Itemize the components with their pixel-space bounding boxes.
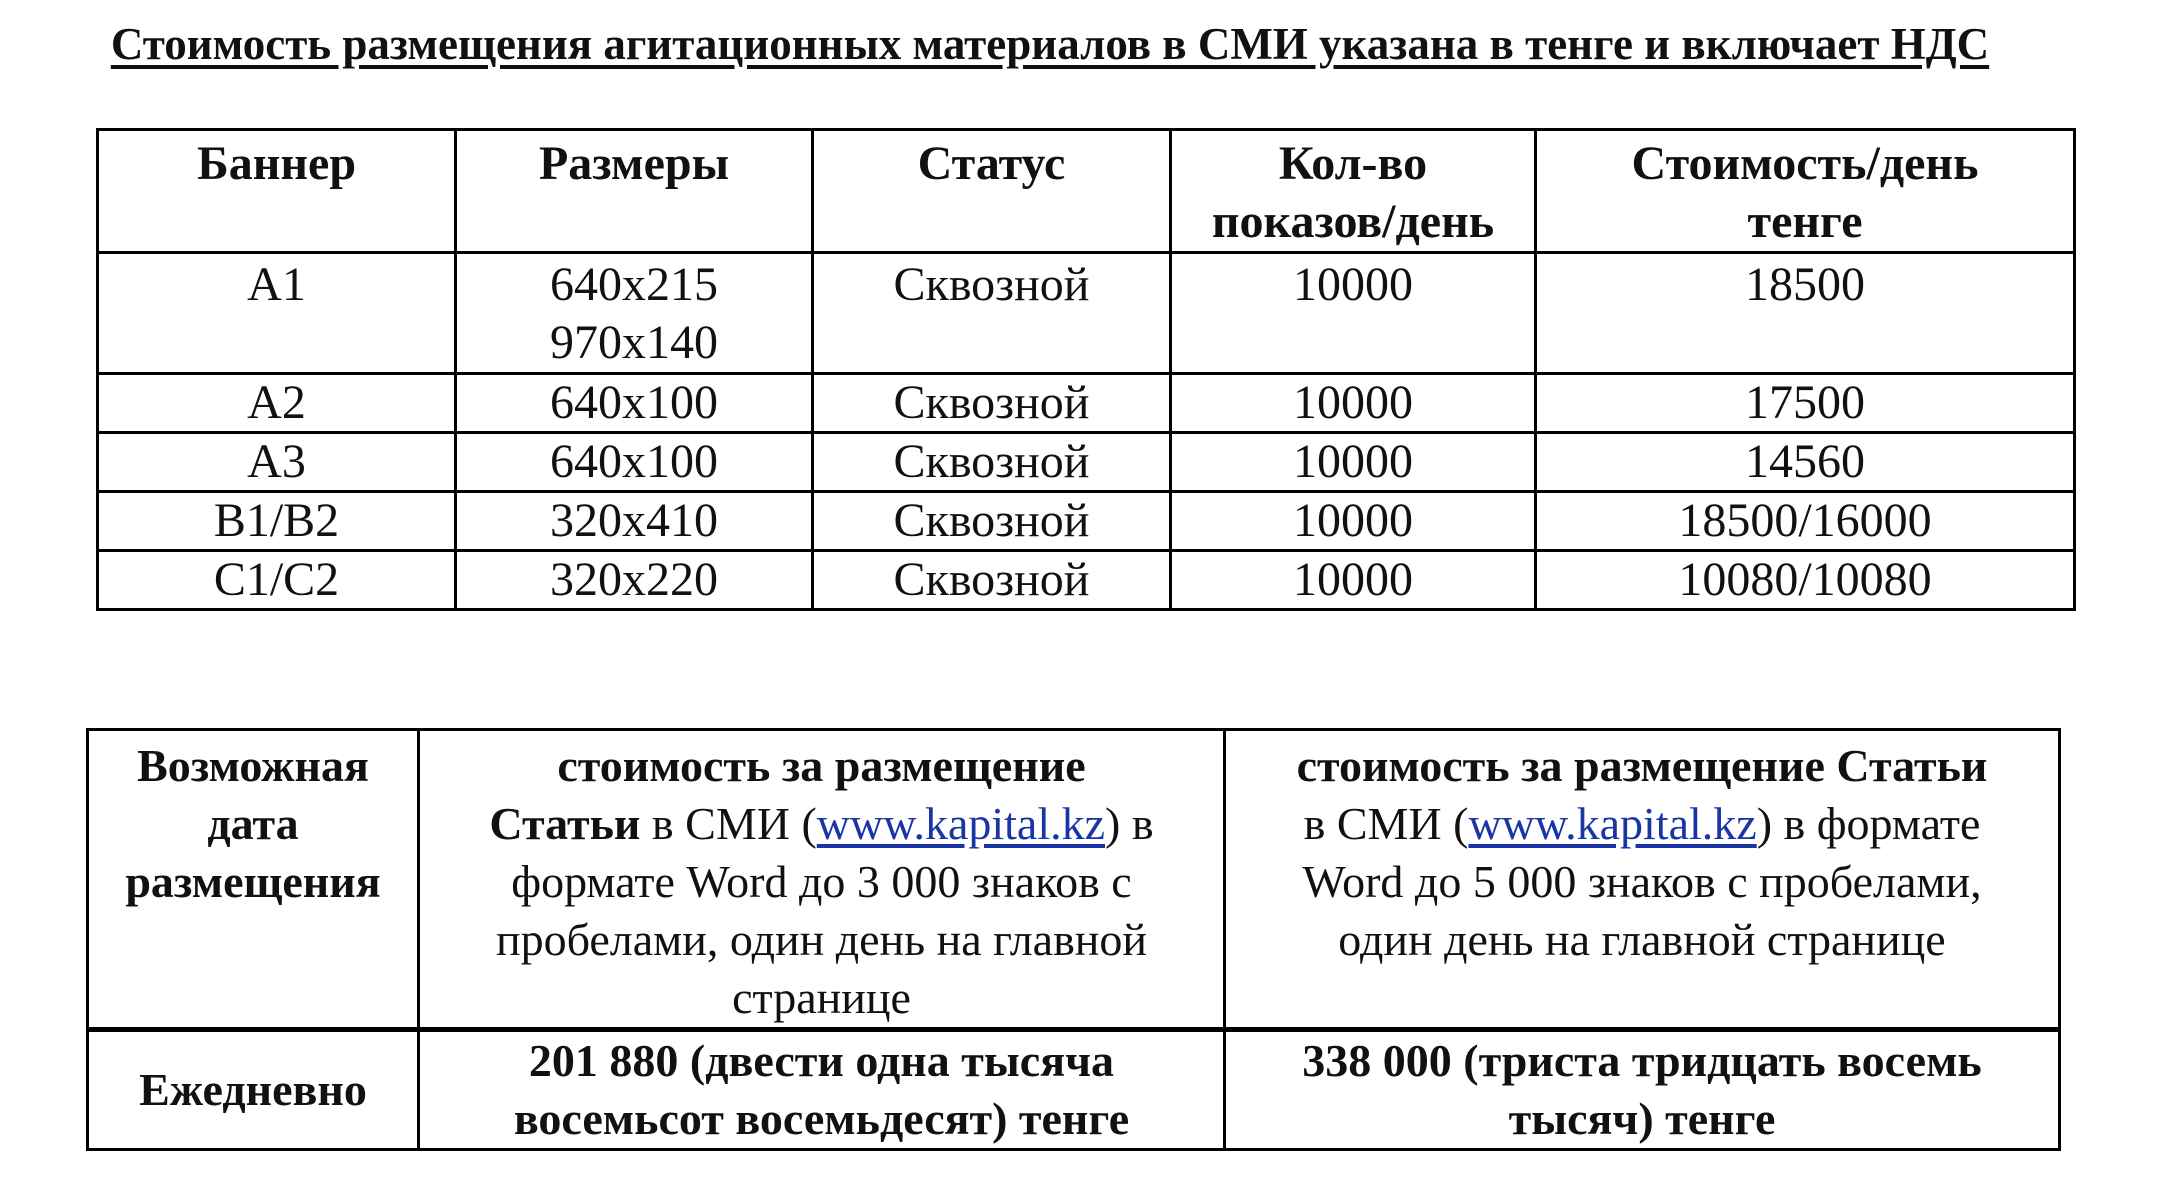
banner-price-table	[96, 128, 2076, 611]
col1-after-link: ) в	[1105, 798, 1154, 849]
cell-sizes	[456, 253, 813, 374]
cell-size-line2: 970x140	[550, 316, 718, 369]
article-price-row	[88, 1030, 2060, 1150]
cell-sizes: 320x410	[456, 492, 813, 551]
cell-cost: 17500	[1536, 374, 2075, 433]
table-header-row	[98, 130, 2075, 253]
header-views-line1: Кол-во	[1278, 137, 1428, 190]
header-status: Статус	[813, 130, 1171, 253]
header-date-line3: размещения	[125, 856, 381, 907]
cell-banner: A2	[98, 374, 456, 433]
cell-views: 10000	[1171, 433, 1536, 492]
cell-sizes: 640x100	[456, 374, 813, 433]
cell-sizes: 320x220	[456, 551, 813, 610]
table-row	[98, 551, 2075, 610]
header-banner: Баннер	[98, 130, 456, 253]
col1-media-text: в СМИ (	[640, 798, 817, 849]
table-row	[98, 433, 2075, 492]
col2-line4: один день на главной странице	[1338, 914, 1946, 965]
col1-line5: странице	[732, 972, 911, 1023]
price1-line2: восемьсот восемьдесят) тенге	[513, 1093, 1130, 1144]
col1-line3: формате Word до 3 000 знаков с	[511, 856, 1132, 907]
cell-status: Сквозной	[813, 253, 1171, 374]
table-row	[98, 253, 2075, 374]
header-cost-line1: Стоимость/день	[1631, 137, 1979, 190]
cell-status: Сквозной	[813, 433, 1171, 492]
header-date-line2: дата	[207, 798, 299, 849]
cell-banner: A3	[98, 433, 456, 492]
cell-banner: B1/B2	[98, 492, 456, 551]
header-views-line2: показов/день	[1211, 195, 1495, 248]
header-cost	[1536, 130, 2075, 253]
col1-line1: стоимость за размещение	[557, 740, 1086, 791]
cell-status: Сквозной	[813, 492, 1171, 551]
cell-views: 10000	[1171, 492, 1536, 551]
price-5000	[1225, 1030, 2060, 1150]
cell-status: Сквозной	[813, 374, 1171, 433]
cell-sizes: 640x100	[456, 433, 813, 492]
header-views	[1171, 130, 1536, 253]
kapital-link[interactable]: www.kapital.kz	[1468, 798, 1757, 849]
header-cost-line2: тенге	[1747, 195, 1863, 248]
article-header-row	[88, 730, 2060, 1030]
cell-banner: A1	[98, 253, 456, 374]
table-row	[98, 492, 2075, 551]
cell-status: Сквозной	[813, 551, 1171, 610]
cell-cost: 14560	[1536, 433, 2075, 492]
header-date-line1: Возможная	[137, 740, 369, 791]
cell-views: 10000	[1171, 551, 1536, 610]
daily-label: Ежедневно	[88, 1030, 419, 1150]
header-article-5000	[1225, 730, 2060, 1030]
col1-line2	[428, 795, 1215, 853]
price1-line1: 201 880 (двести одна тысяча	[528, 1035, 1115, 1086]
cell-views: 10000	[1171, 374, 1536, 433]
cell-cost: 18500	[1536, 253, 2075, 374]
header-article-3000	[419, 730, 1225, 1030]
kapital-link[interactable]: www.kapital.kz	[816, 798, 1106, 849]
cell-cost: 10080/10080	[1536, 551, 2075, 610]
page-title: Стоимость размещения агитационных материалов в СМИ указана в тенге и включает НДС	[110, 19, 1990, 69]
col2-line3: Word до 5 000 знаков с пробелами,	[1302, 856, 1982, 907]
article-price-table	[86, 728, 2061, 1151]
col2-line1: стоимость за размещение Статьи	[1296, 740, 1988, 791]
cell-views: 10000	[1171, 253, 1536, 374]
price2-line1: 338 000 (триста тридцать восемь	[1302, 1035, 1982, 1086]
header-placement-date	[88, 730, 419, 1030]
cell-size-line1: 640x215	[550, 258, 718, 311]
header-sizes: Размеры	[456, 130, 813, 253]
table-row	[98, 374, 2075, 433]
price-3000	[419, 1030, 1225, 1150]
col1-line4: пробелами, один день на главной	[495, 914, 1148, 965]
cell-banner: C1/C2	[98, 551, 456, 610]
col1-article-word: Статьи	[489, 798, 641, 849]
col2-after-link: ) в формате	[1756, 798, 1981, 849]
cell-cost: 18500/16000	[1536, 492, 2075, 551]
col2-media-text: в СМИ (	[1303, 798, 1469, 849]
col2-line2	[1234, 795, 2050, 853]
price2-line2: тысяч) тенге	[1508, 1093, 1776, 1144]
